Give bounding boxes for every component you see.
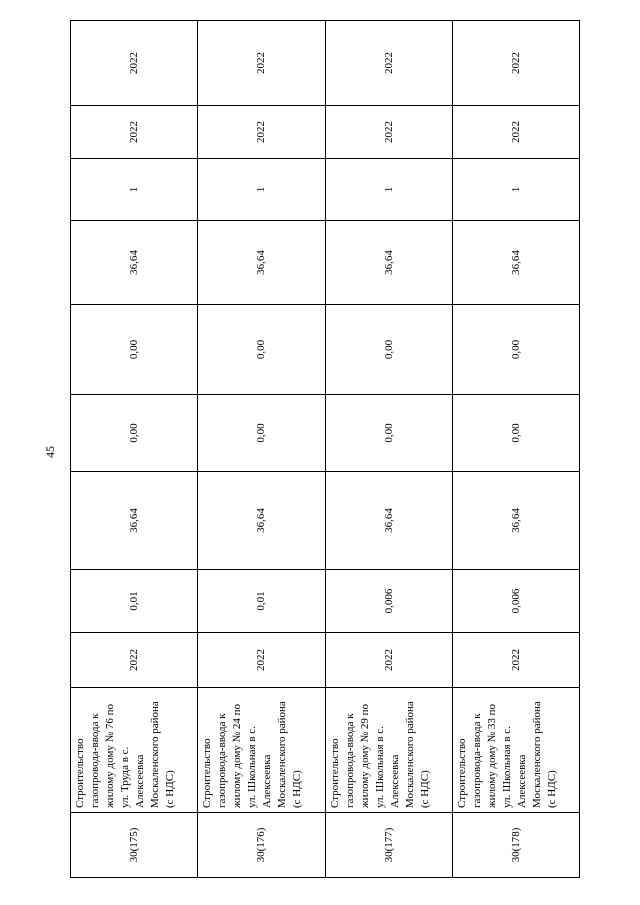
row-value: 0,00 xyxy=(71,395,198,472)
row-code: 30(176) xyxy=(198,813,325,878)
table-row xyxy=(71,21,198,878)
row-value: 0,006 xyxy=(452,570,579,633)
table-row xyxy=(198,21,325,878)
row-value: 36,64 xyxy=(71,472,198,570)
row-value: 1 xyxy=(325,159,452,221)
row-value: 2022 xyxy=(325,21,452,106)
row-value: 36,64 xyxy=(452,221,579,305)
row-description: Строительство газопровода-ввода к жилому дому № 29 по ул. Школьная в с. Алексеевка Москаленского района (с НДС) xyxy=(325,688,452,813)
row-value: 0,00 xyxy=(452,305,579,395)
row-value: 1 xyxy=(71,159,198,221)
rotated-table-region xyxy=(70,26,580,878)
row-value: 36,64 xyxy=(71,221,198,305)
row-value: 36,64 xyxy=(325,472,452,570)
row-value: 0,00 xyxy=(452,395,579,472)
row-code: 30(175) xyxy=(71,813,198,878)
row-code: 30(178) xyxy=(452,813,579,878)
table-sheet xyxy=(70,26,580,878)
row-value: 2022 xyxy=(198,21,325,106)
row-value: 36,64 xyxy=(198,221,325,305)
row-value: 2022 xyxy=(71,21,198,106)
row-year: 2022 xyxy=(452,633,579,688)
row-value: 36,64 xyxy=(325,221,452,305)
table-row xyxy=(452,21,579,878)
table-row xyxy=(325,21,452,878)
row-year: 2022 xyxy=(71,633,198,688)
row-description: Строительство газопровода-ввода к жилому дому № 33 по ул. Школьная в с. Алексеевка Москаленского района (с НДС) xyxy=(452,688,579,813)
data-table xyxy=(70,20,580,878)
row-value: 2022 xyxy=(452,21,579,106)
row-value: 0,00 xyxy=(71,305,198,395)
row-value: 1 xyxy=(198,159,325,221)
row-year: 2022 xyxy=(325,633,452,688)
row-value: 1 xyxy=(452,159,579,221)
row-value: 36,64 xyxy=(452,472,579,570)
row-value: 0,00 xyxy=(198,395,325,472)
row-year: 2022 xyxy=(198,633,325,688)
row-value: 2022 xyxy=(325,106,452,159)
row-value: 2022 xyxy=(71,106,198,159)
row-value: 0,01 xyxy=(198,570,325,633)
row-description: Строительство газопровода-ввода к жилому дому № 24 по ул. Школьная в с. Алексеевка Москаленского района (с НДС) xyxy=(198,688,325,813)
row-value: 0,01 xyxy=(71,570,198,633)
row-value: 36,64 xyxy=(198,472,325,570)
row-value: 2022 xyxy=(198,106,325,159)
row-value: 2022 xyxy=(452,106,579,159)
row-description: Строительство газопровода-ввода к жилому дому № 76 по ул. Труда в с. Алексеевка Москаленского района (с НДС) xyxy=(71,688,198,813)
row-value: 0,00 xyxy=(325,395,452,472)
row-value: 0,006 xyxy=(325,570,452,633)
row-code: 30(177) xyxy=(325,813,452,878)
page-number: 45 xyxy=(43,446,57,458)
row-value: 0,00 xyxy=(198,305,325,395)
row-value: 0,00 xyxy=(325,305,452,395)
